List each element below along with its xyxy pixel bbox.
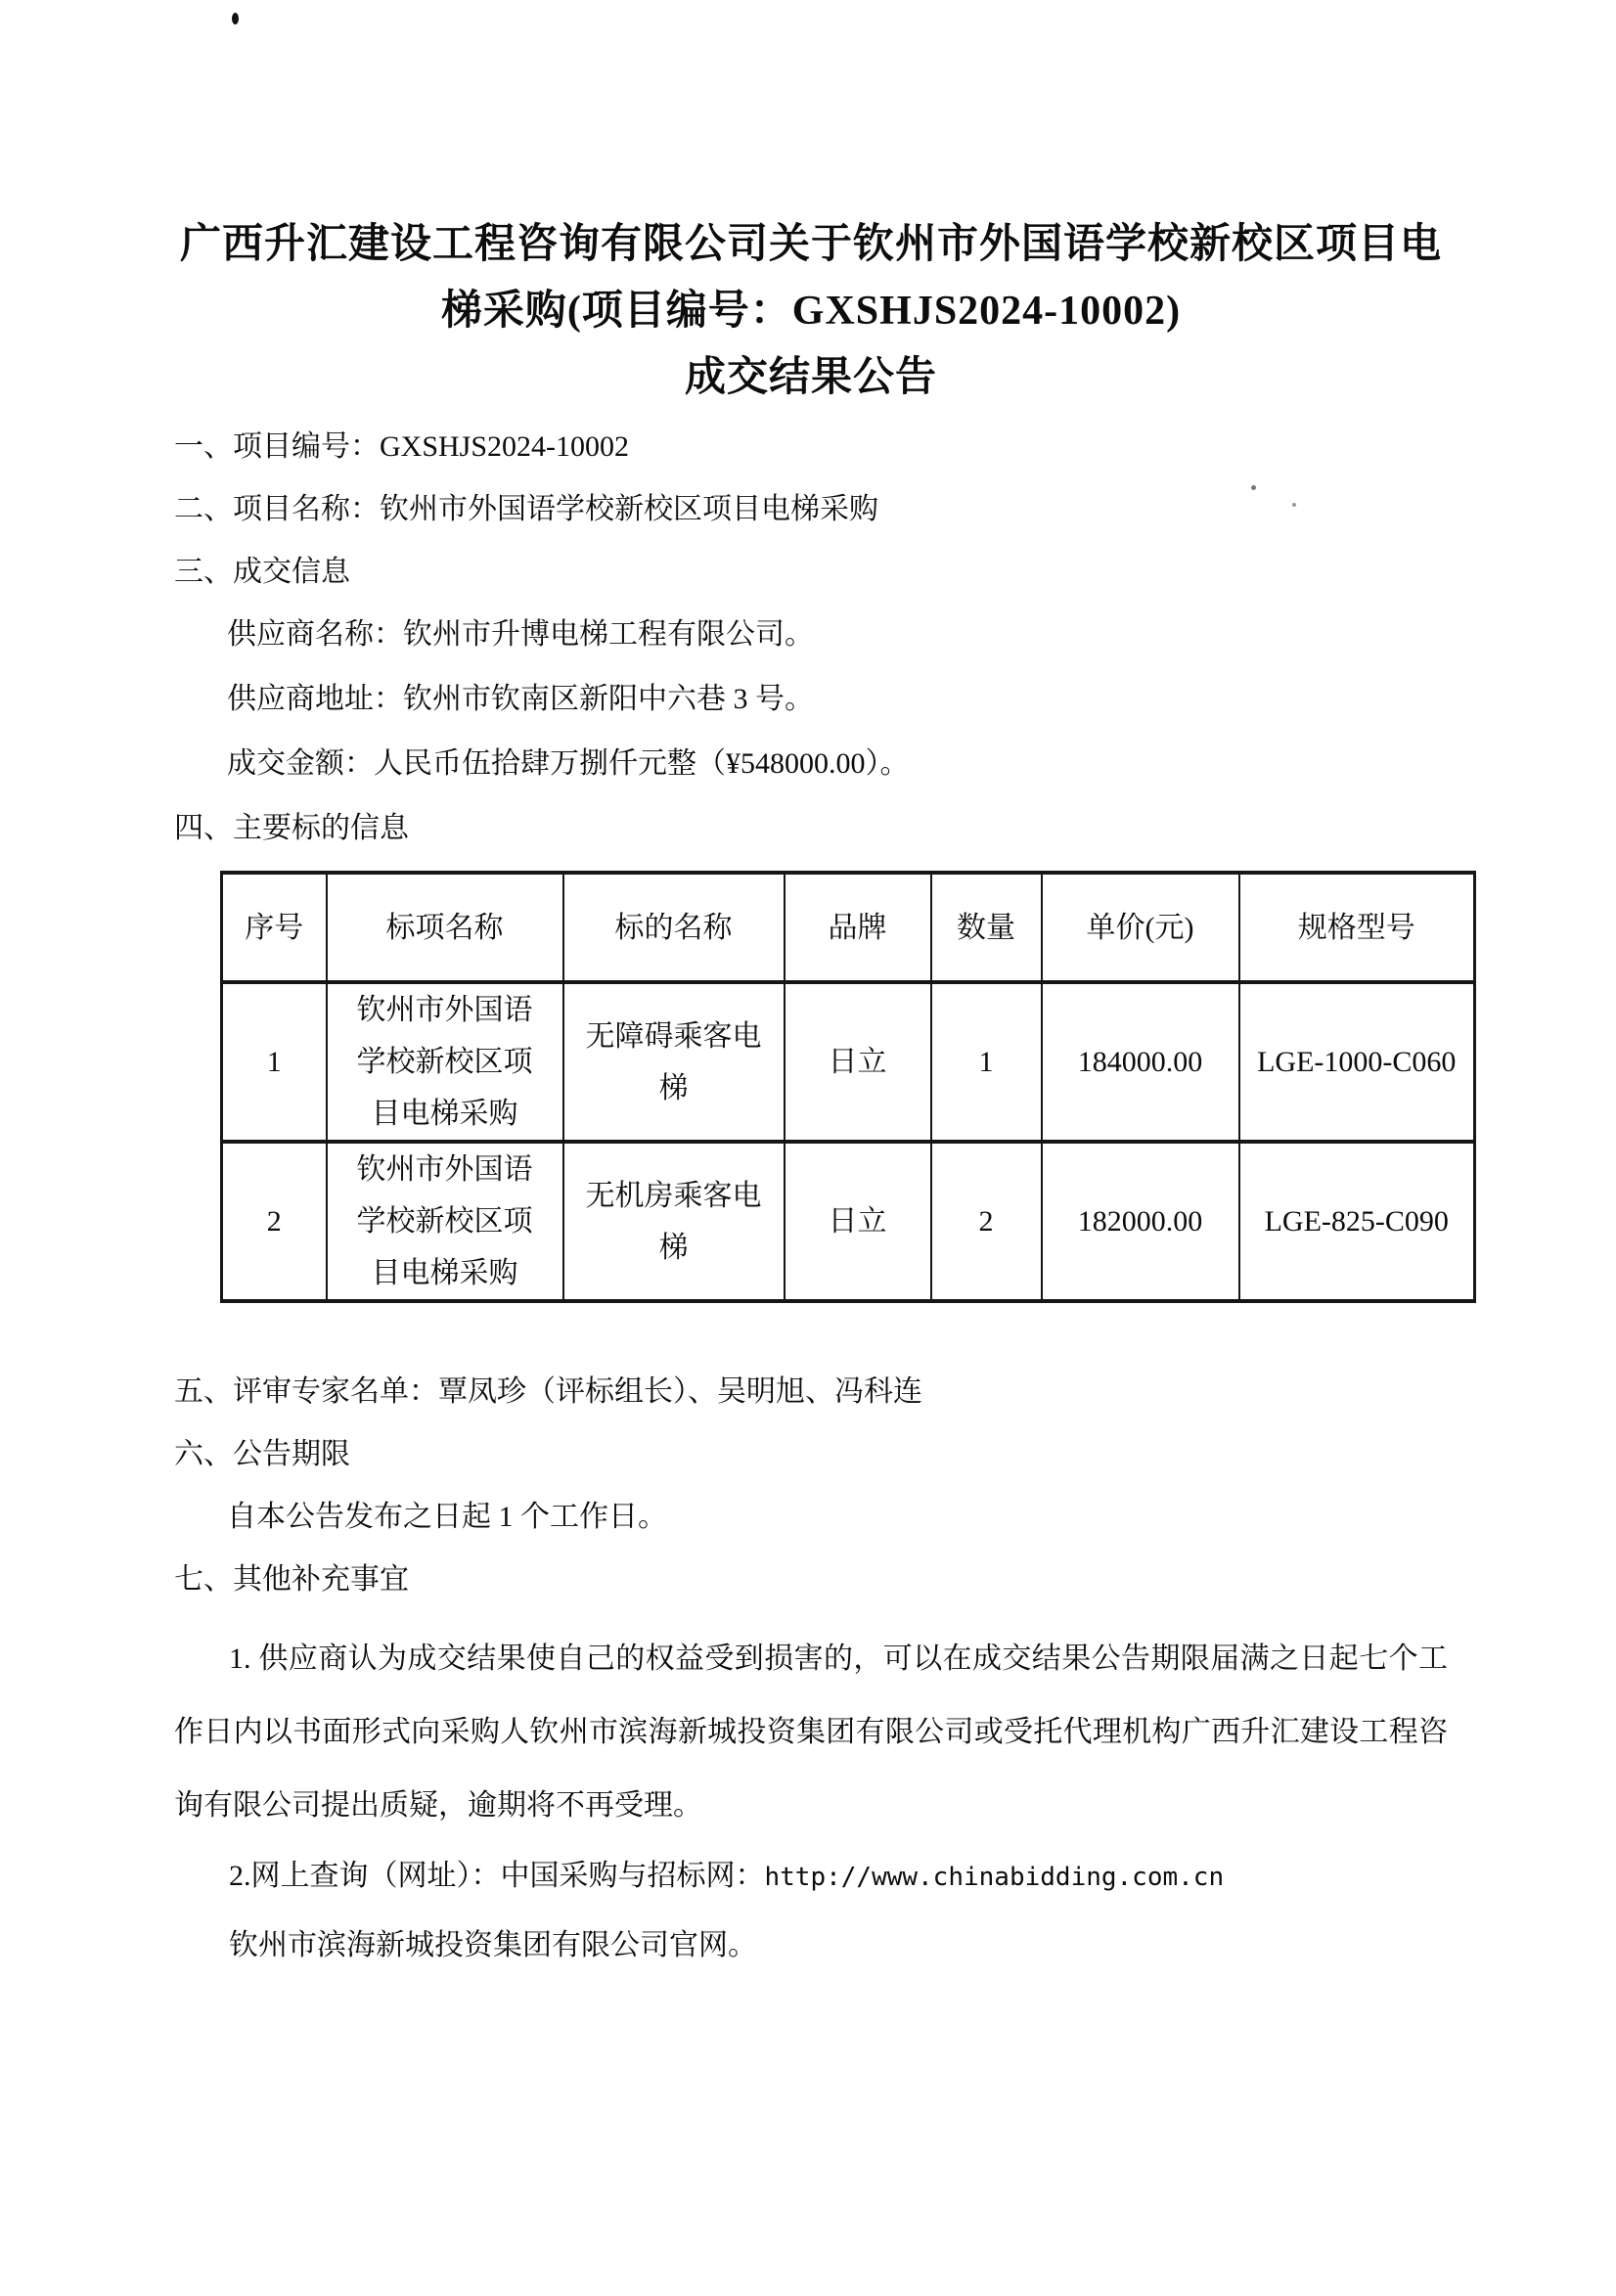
table-header-row xyxy=(222,873,1475,982)
header-spec-model: 规格型号 xyxy=(1239,873,1475,982)
document-title xyxy=(174,211,1448,411)
other-item-2-url: http://www.chinabidding.com.cn xyxy=(764,1863,1225,1892)
other-item-2-text: 2.网上查询（网址）：中国采购与招标网： xyxy=(229,1860,765,1892)
scan-ink-speck xyxy=(232,13,239,24)
subject-info-table xyxy=(220,871,1476,1303)
header-brand: 品牌 xyxy=(785,873,931,982)
cell-subject-name: 无障碍乘客电梯 xyxy=(563,982,785,1142)
table-row xyxy=(222,982,1475,1142)
cell-unit-price: 182000.00 xyxy=(1042,1142,1239,1301)
announcement-period-text: 自本公告发布之日起 1 个工作日。 xyxy=(227,1501,667,1533)
cell-unit-price: 184000.00 xyxy=(1042,982,1239,1142)
supplier-address: 供应商地址：钦州市钦南区新阳中六巷 3 号。 xyxy=(227,683,814,715)
header-unit-price: 单价(元) xyxy=(1042,873,1239,982)
supplier-name: 供应商名称：钦州市升博电梯工程有限公司。 xyxy=(227,618,814,651)
cell-quantity: 2 xyxy=(931,1142,1042,1301)
section-subject-info-heading: 四、主要标的信息 xyxy=(174,812,409,844)
section-award-info-heading: 三、成交信息 xyxy=(174,556,350,588)
header-quantity: 数量 xyxy=(931,873,1042,982)
header-lot-name: 标项名称 xyxy=(327,873,563,982)
section-project-name: 二、项目名称：钦州市外国语学校新校区项目电梯采购 xyxy=(174,493,878,525)
title-line-1: 广西升汇建设工程咨询有限公司关于钦州市外国语学校新校区项目电 xyxy=(179,222,1442,267)
title-line-2: 梯采购(项目编号：GXSHJS2024-10002) xyxy=(440,289,1182,334)
title-line-3: 成交结果公告 xyxy=(684,355,937,400)
section-announcement-period-heading: 六、公告期限 xyxy=(174,1438,350,1470)
cell-spec-model: LGE-1000-C060 xyxy=(1239,982,1475,1142)
cell-spec-model: LGE-825-C090 xyxy=(1239,1142,1475,1301)
document-content xyxy=(174,211,1457,1980)
table-row xyxy=(222,1142,1475,1301)
cell-brand: 日立 xyxy=(785,1142,931,1301)
cell-lot-name: 钦州市外国语学校新校区项目电梯采购 xyxy=(327,982,563,1142)
other-item-3: 钦州市滨海新城投资集团有限公司官网。 xyxy=(229,1929,757,1961)
other-item-2 xyxy=(174,1842,1448,1912)
cell-quantity: 1 xyxy=(931,982,1042,1142)
cell-seq-no: 2 xyxy=(222,1142,327,1301)
section-other-heading: 七、其他补充事宜 xyxy=(174,1563,409,1596)
cell-lot-name: 钦州市外国语学校新校区项目电梯采购 xyxy=(327,1142,563,1301)
cell-brand: 日立 xyxy=(785,982,931,1142)
header-subject-name: 标的名称 xyxy=(563,873,785,982)
award-info-block xyxy=(174,614,1448,785)
cell-seq-no: 1 xyxy=(222,982,327,1142)
cell-subject-name: 无机房乘客电梯 xyxy=(563,1142,785,1301)
section-project-number: 一、项目编号：GXSHJS2024-10002 xyxy=(174,430,630,463)
header-seq-no: 序号 xyxy=(222,873,327,982)
other-item-1: 1. 供应商认为成交结果使自己的权益受到损害的，可以在成交结果公告期限届满之日起七个工作日内以书面形式向采购人钦州市滨海新城投资集团有限公司或受托代理机构广西升汇建设工程咨询有限公司提出质疑，逾期将不再受理。 xyxy=(174,1643,1448,1822)
section-experts: 五、评审专家名单：覃凤珍（评标组长）、吴明旭、冯科连 xyxy=(174,1375,922,1408)
award-amount: 成交金额：人民币伍拾肆万捌仟元整（¥548000.00）。 xyxy=(227,747,910,780)
